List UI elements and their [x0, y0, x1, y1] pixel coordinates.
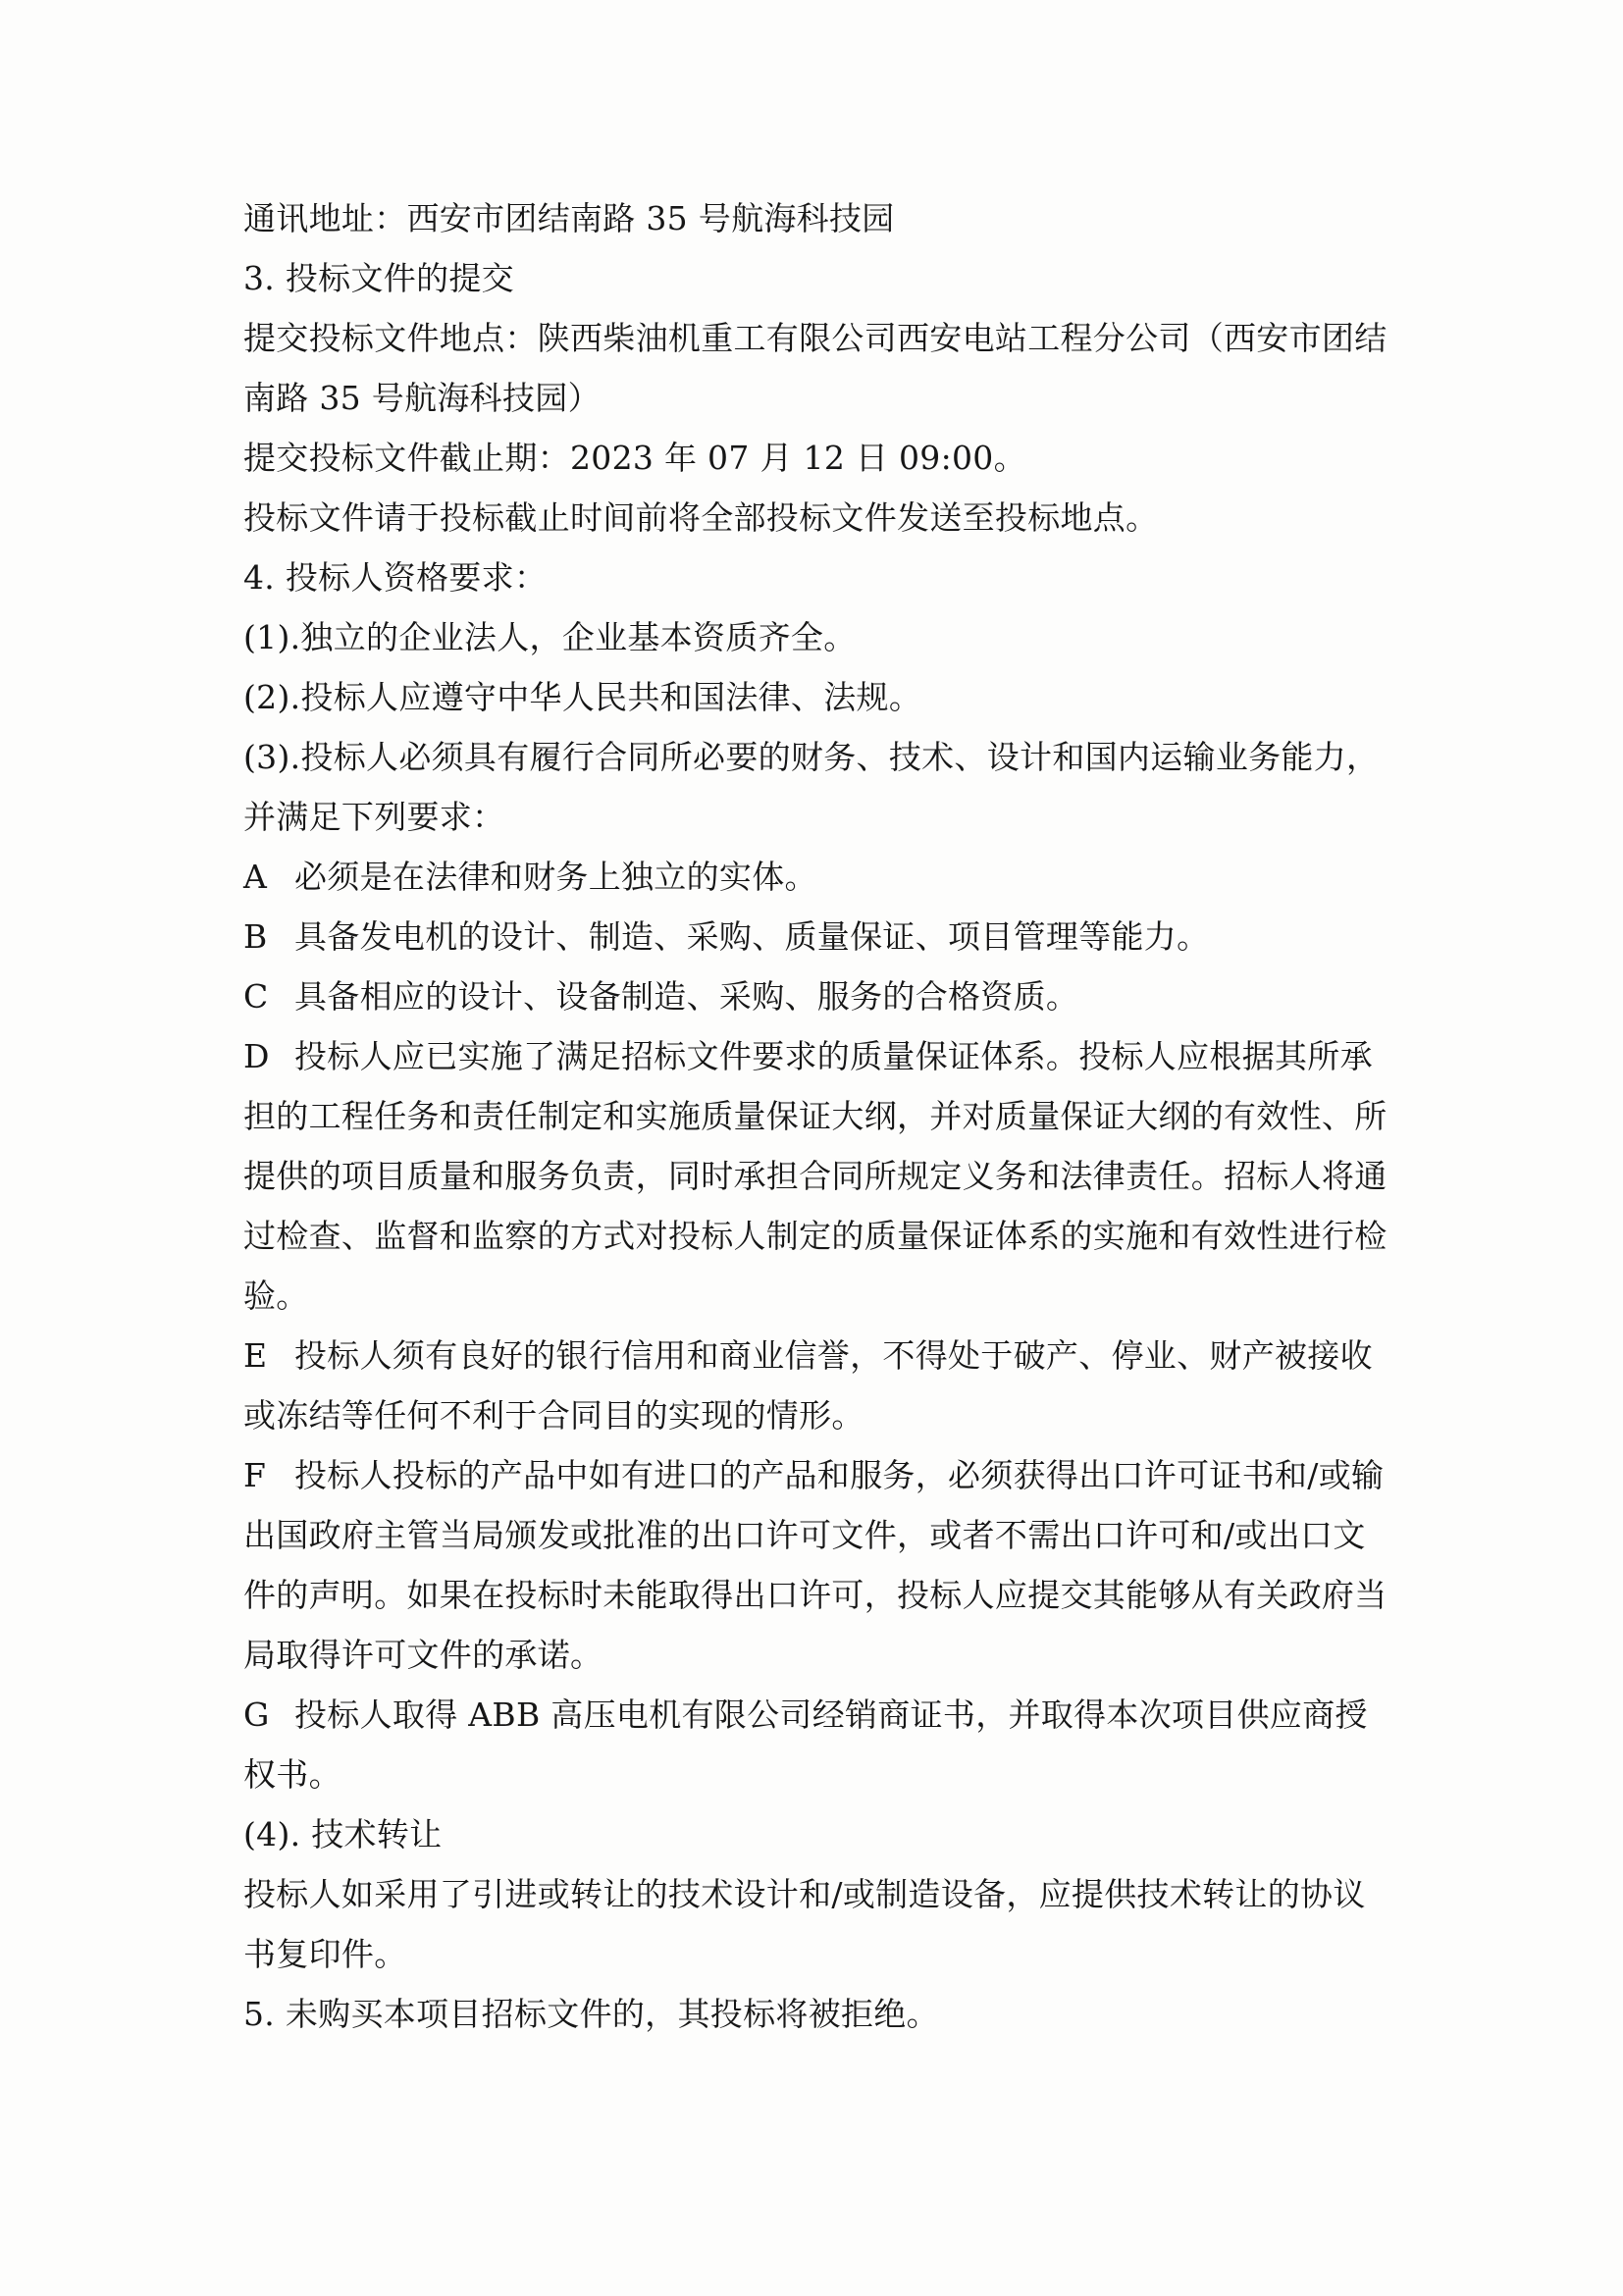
item-letter: E	[243, 1336, 268, 1375]
item-letter: D	[243, 1037, 270, 1075]
list-item-f	[243, 1445, 1391, 1505]
list-item-d-continued: 过检查、监督和监察的方式对投标人制定的质量保证体系的实施和有效性进行检	[243, 1217, 1387, 1255]
list-item-f-continued: 件的声明。如果在投标时未能取得出口许可，投标人应提交其能够从有关政府当	[243, 1576, 1387, 1614]
list-item-d	[243, 1026, 1391, 1086]
item-letter: G	[243, 1696, 270, 1734]
list-item-d-continued: 提供的项目质量和服务负责，同时承担合同所规定义务和法律责任。招标人将通	[243, 1157, 1387, 1195]
list-item-text: 具备发电机的设计、制造、采购、质量保证、项目管理等能力。	[294, 917, 1210, 956]
submission-location-line: 提交投标文件地点：陕西柴油机重工有限公司西安电站工程分公司（西安市团结	[243, 319, 1387, 357]
section-heading-submission: 3. 投标文件的提交	[243, 259, 514, 297]
list-item-f-continued: 出国政府主管当局颁发或批准的出口许可文件，或者不需出口许可和/或出口文	[243, 1516, 1366, 1554]
rejection-clause-line: 5. 未购买本项目招标文件的，其投标将被拒绝。	[243, 1995, 939, 2033]
list-item-d-continued: 担的工程任务和责任制定和实施质量保证大纲，并对质量保证大纲的有效性、所	[243, 1097, 1387, 1135]
list-item-text: 具备相应的设计、设备制造、采购、服务的合格资质。	[294, 977, 1079, 1016]
list-item-b	[243, 907, 1391, 966]
address-line: 通讯地址：西安市团结南路 35 号航海科技园	[243, 199, 895, 237]
submission-instruction-line: 投标文件请于投标截止时间前将全部投标文件发送至投标地点。	[243, 498, 1159, 537]
list-item-f-continued: 局取得许可文件的承诺。	[243, 1636, 603, 1674]
list-item-e	[243, 1326, 1391, 1385]
section-heading-technology-transfer: (4). 技术转让	[243, 1815, 443, 1853]
item-letter: F	[243, 1456, 267, 1494]
list-item-text: 投标人取得 ABB 高压电机有限公司经销商证书，并取得本次项目供应商授	[294, 1696, 1368, 1734]
technology-transfer-line: 书复印件。	[243, 1935, 407, 1973]
list-item-g	[243, 1685, 1391, 1745]
requirement-item: (2).投标人应遵守中华人民共和国法律、法规。	[243, 678, 922, 716]
list-item-e-continued: 或冻结等任何不利于合同目的实现的情形。	[243, 1396, 864, 1435]
submission-deadline-line: 提交投标文件截止期：2023 年 07 月 12 日 09:00。	[243, 439, 1026, 477]
document-body	[243, 188, 1391, 2044]
list-item-text: 投标人应已实施了满足招标文件要求的质量保证体系。投标人应根据其所承	[294, 1037, 1373, 1075]
item-letter: B	[243, 917, 268, 956]
list-item-text: 投标人须有良好的银行信用和商业信誉，不得处于破产、停业、财产被接收	[294, 1336, 1373, 1375]
submission-location-line: 南路 35 号航海科技园）	[243, 379, 601, 417]
list-item-a	[243, 847, 1391, 907]
list-item-text: 投标人投标的产品中如有进口的产品和服务，必须获得出口许可证书和/或输	[294, 1456, 1385, 1494]
requirement-item: (3).投标人必须具有履行合同所必要的财务、技术、设计和国内运输业务能力，	[243, 738, 1380, 776]
requirement-item: (1).独立的企业法人，企业基本资质齐全。	[243, 618, 857, 656]
list-item-d-continued: 验。	[243, 1277, 309, 1315]
list-item-g-continued: 权书。	[243, 1755, 341, 1794]
technology-transfer-line: 投标人如采用了引进或转让的技术设计和/或制造设备，应提供技术转让的协议	[243, 1875, 1366, 1913]
list-item-text: 必须是在法律和财务上独立的实体。	[294, 858, 817, 896]
requirement-item-continued: 并满足下列要求：	[243, 798, 505, 836]
section-heading-qualification: 4. 投标人资格要求：	[243, 558, 548, 597]
item-letter: C	[243, 977, 269, 1016]
list-item-c	[243, 966, 1391, 1026]
item-letter: A	[243, 858, 268, 896]
